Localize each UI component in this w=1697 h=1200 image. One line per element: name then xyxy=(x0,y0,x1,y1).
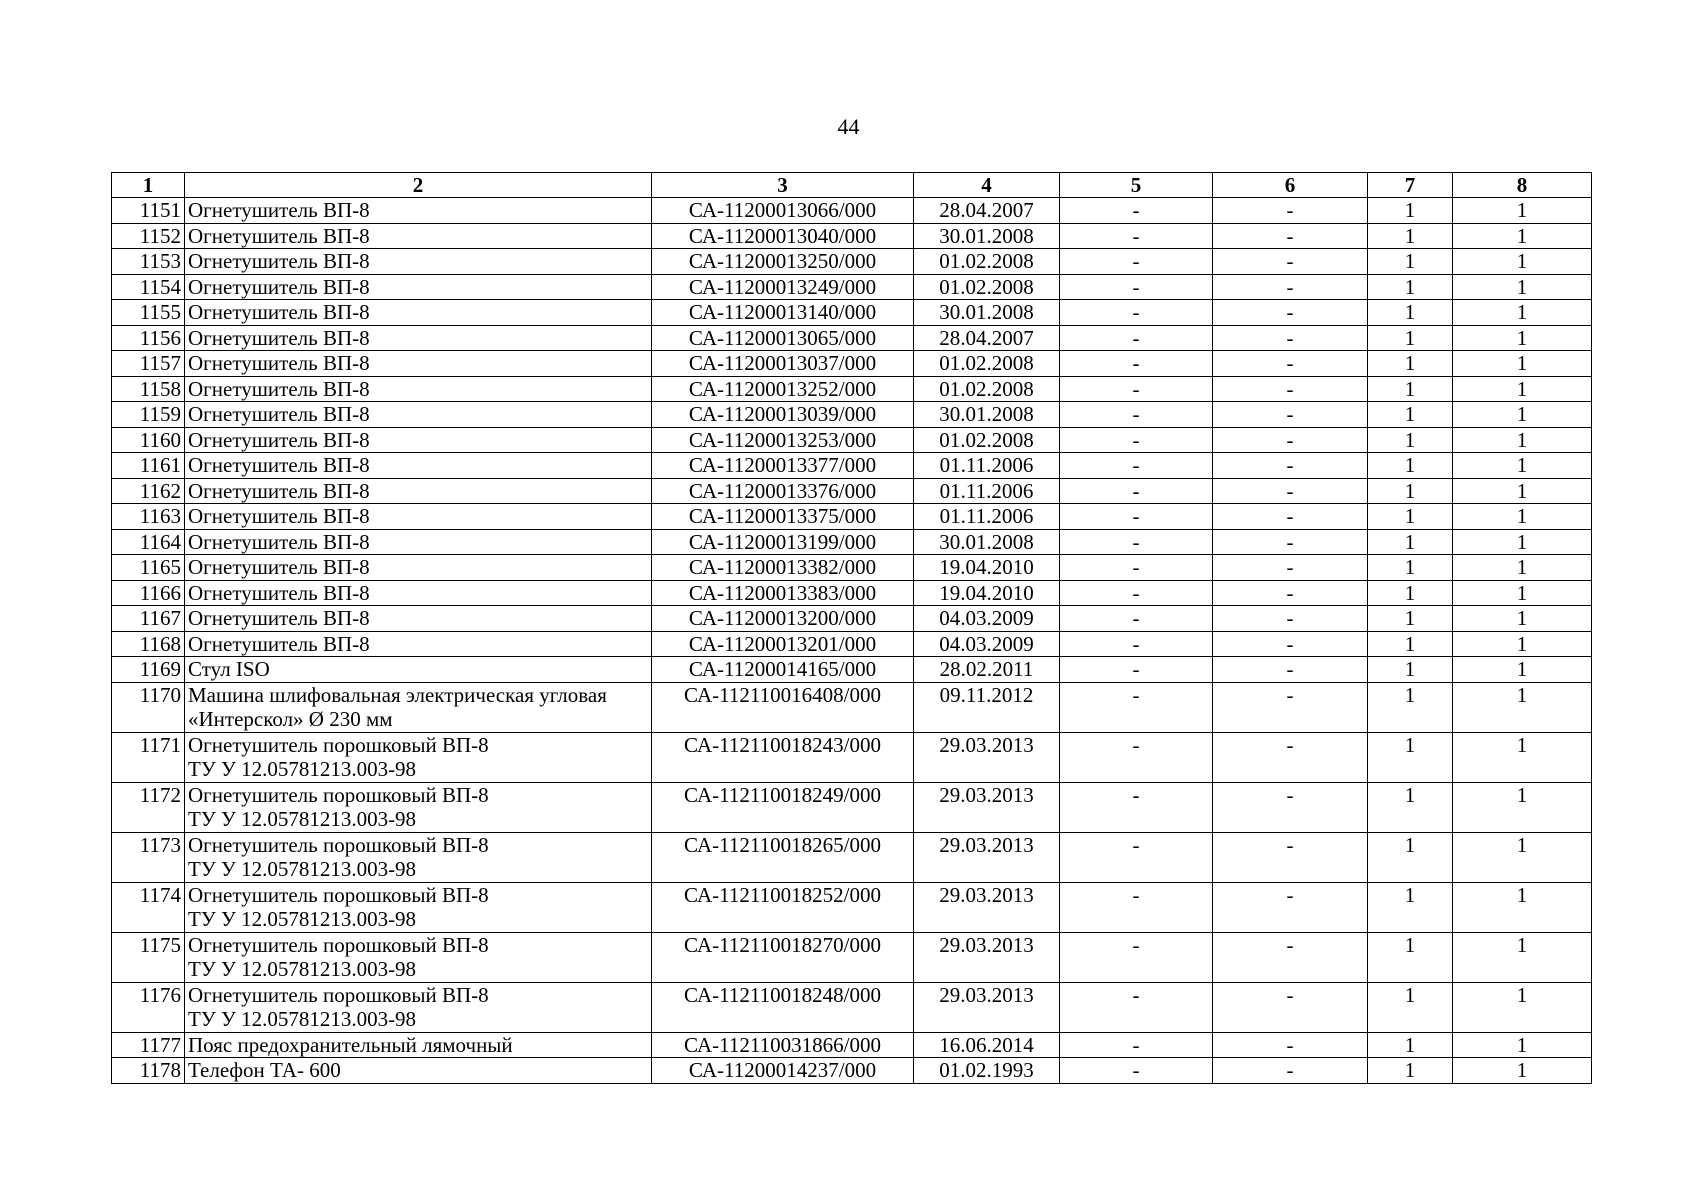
column-8-cell: 1 xyxy=(1453,555,1592,581)
column-5-cell: - xyxy=(1060,427,1213,453)
inventory-code-cell: СА-112110018265/000 xyxy=(652,832,914,882)
table-row xyxy=(112,249,1592,275)
item-name-cell xyxy=(185,1032,652,1058)
table-row xyxy=(112,402,1592,428)
inventory-code-cell: СА-11200013066/000 xyxy=(652,198,914,224)
item-name-cell xyxy=(185,453,652,479)
column-7-cell: 1 xyxy=(1368,376,1453,402)
column-5-cell: - xyxy=(1060,932,1213,982)
column-8-cell: 1 xyxy=(1453,427,1592,453)
column-8-cell: 1 xyxy=(1453,223,1592,249)
item-name-line: Огнетушитель ВП-8 xyxy=(188,325,370,350)
column-8-cell: 1 xyxy=(1453,631,1592,657)
column-6-cell: - xyxy=(1213,555,1368,581)
table-row xyxy=(112,606,1592,632)
date-cell: 04.03.2009 xyxy=(914,606,1060,632)
column-6-cell: - xyxy=(1213,832,1368,882)
item-name-line: Огнетушитель ВП-8 xyxy=(188,376,370,401)
column-7-cell: 1 xyxy=(1368,274,1453,300)
table-row xyxy=(112,504,1592,530)
column-6-cell: - xyxy=(1213,274,1368,300)
table-row xyxy=(112,453,1592,479)
row-number-cell: 1154 xyxy=(112,274,185,300)
column-6-cell: - xyxy=(1213,376,1368,402)
column-5-cell: - xyxy=(1060,1058,1213,1084)
column-8-cell: 1 xyxy=(1453,1058,1592,1084)
column-8-cell: 1 xyxy=(1453,657,1592,683)
column-5-cell: - xyxy=(1060,606,1213,632)
date-cell: 29.03.2013 xyxy=(914,832,1060,882)
item-name-line: Огнетушитель ВП-8 xyxy=(188,478,370,503)
item-name-cell xyxy=(185,504,652,530)
item-name-line: «Интерскол» Ø 230 мм xyxy=(188,707,393,731)
date-cell: 19.04.2010 xyxy=(914,580,1060,606)
column-7-cell: 1 xyxy=(1368,198,1453,224)
item-name-cell xyxy=(185,682,652,732)
item-name-line: Телефон ТА- 600 xyxy=(188,1058,341,1082)
column-7-cell: 1 xyxy=(1368,478,1453,504)
date-cell: 30.01.2008 xyxy=(914,300,1060,326)
item-name-cell xyxy=(185,982,652,1032)
item-name-cell xyxy=(185,732,652,782)
row-number-cell: 1178 xyxy=(112,1058,185,1084)
inventory-code-cell: СА-11200013065/000 xyxy=(652,325,914,351)
column-7-cell: 1 xyxy=(1368,782,1453,832)
inventory-code-cell: СА-11200013199/000 xyxy=(652,529,914,555)
column-5-cell: - xyxy=(1060,982,1213,1032)
row-number-cell: 1169 xyxy=(112,657,185,683)
table-row xyxy=(112,932,1592,982)
row-number-cell: 1151 xyxy=(112,198,185,224)
column-8-cell: 1 xyxy=(1453,300,1592,326)
item-name-cell xyxy=(185,351,652,377)
column-6-cell: - xyxy=(1213,580,1368,606)
column-5-cell: - xyxy=(1060,832,1213,882)
date-cell: 28.02.2011 xyxy=(914,657,1060,683)
item-name-line: Огнетушитель ВП-8 xyxy=(188,631,370,656)
table-row xyxy=(112,351,1592,377)
item-name-line: Огнетушитель ВП-8 xyxy=(188,274,370,299)
table-row xyxy=(112,682,1592,732)
table-row xyxy=(112,325,1592,351)
column-7-cell: 1 xyxy=(1368,402,1453,428)
column-6-cell: - xyxy=(1213,427,1368,453)
table-row xyxy=(112,427,1592,453)
column-header: 8 xyxy=(1453,173,1592,198)
item-name-cell xyxy=(185,274,652,300)
column-8-cell: 1 xyxy=(1453,606,1592,632)
column-6-cell: - xyxy=(1213,478,1368,504)
item-name-line: Пояс предохранительный лямочный xyxy=(188,1032,513,1057)
column-5-cell: - xyxy=(1060,249,1213,275)
inventory-code-cell: СА-112110018252/000 xyxy=(652,882,914,932)
item-name-cell xyxy=(185,300,652,326)
row-number-cell: 1158 xyxy=(112,376,185,402)
item-name-cell xyxy=(185,198,652,224)
column-8-cell: 1 xyxy=(1453,529,1592,555)
date-cell: 01.02.2008 xyxy=(914,427,1060,453)
column-5-cell: - xyxy=(1060,478,1213,504)
column-6-cell: - xyxy=(1213,1058,1368,1084)
column-5-cell: - xyxy=(1060,657,1213,683)
column-7-cell: 1 xyxy=(1368,832,1453,882)
column-6-cell: - xyxy=(1213,1032,1368,1058)
row-number-cell: 1168 xyxy=(112,631,185,657)
item-name-cell xyxy=(185,325,652,351)
item-name-line: Огнетушитель порошковый ВП-8 xyxy=(188,782,489,807)
column-7-cell: 1 xyxy=(1368,932,1453,982)
column-6-cell: - xyxy=(1213,223,1368,249)
item-name-line: Огнетушитель порошковый ВП-8 xyxy=(188,882,489,907)
column-8-cell: 1 xyxy=(1453,682,1592,732)
table-row xyxy=(112,657,1592,683)
date-cell: 30.01.2008 xyxy=(914,223,1060,249)
row-number-cell: 1165 xyxy=(112,555,185,581)
date-cell: 01.02.2008 xyxy=(914,249,1060,275)
table-row xyxy=(112,274,1592,300)
row-number-cell: 1152 xyxy=(112,223,185,249)
column-7-cell: 1 xyxy=(1368,223,1453,249)
item-name-line: Огнетушитель ВП-8 xyxy=(188,555,370,579)
inventory-code-cell: СА-11200013382/000 xyxy=(652,555,914,581)
item-name-cell xyxy=(185,606,652,632)
item-name-line: Огнетушитель порошковый ВП-8 xyxy=(188,732,489,757)
row-number-cell: 1163 xyxy=(112,504,185,530)
column-6-cell: - xyxy=(1213,782,1368,832)
table-row xyxy=(112,376,1592,402)
item-name-line: ТУ У 12.05781213.003-98 xyxy=(188,757,417,781)
column-6-cell: - xyxy=(1213,325,1368,351)
item-name-line: ТУ У 12.05781213.003-98 xyxy=(188,907,417,931)
item-name-line: Огнетушитель ВП-8 xyxy=(188,249,370,273)
date-cell: 01.11.2006 xyxy=(914,504,1060,530)
column-6-cell: - xyxy=(1213,732,1368,782)
inventory-code-cell: СА-11200013253/000 xyxy=(652,427,914,453)
date-cell: 28.04.2007 xyxy=(914,325,1060,351)
item-name-cell xyxy=(185,657,652,683)
item-name-line: Огнетушитель ВП-8 xyxy=(188,427,370,452)
column-7-cell: 1 xyxy=(1368,682,1453,732)
table-row xyxy=(112,555,1592,581)
column-7-cell: 1 xyxy=(1368,529,1453,555)
column-5-cell: - xyxy=(1060,274,1213,300)
inventory-code-cell: СА-11200013249/000 xyxy=(652,274,914,300)
item-name-cell xyxy=(185,932,652,982)
column-5-cell: - xyxy=(1060,402,1213,428)
inventory-code-cell: СА-11200013250/000 xyxy=(652,249,914,275)
row-number-cell: 1177 xyxy=(112,1032,185,1058)
inventory-code-cell: СА-11200013375/000 xyxy=(652,504,914,530)
inventory-code-cell: СА-112110018270/000 xyxy=(652,932,914,982)
column-6-cell: - xyxy=(1213,249,1368,275)
row-number-cell: 1173 xyxy=(112,832,185,882)
date-cell: 01.11.2006 xyxy=(914,453,1060,479)
column-5-cell: - xyxy=(1060,1032,1213,1058)
row-number-cell: 1153 xyxy=(112,249,185,275)
column-header: 3 xyxy=(652,173,914,198)
row-number-cell: 1176 xyxy=(112,982,185,1032)
column-6-cell: - xyxy=(1213,932,1368,982)
table-row xyxy=(112,580,1592,606)
date-cell: 29.03.2013 xyxy=(914,982,1060,1032)
table-row xyxy=(112,832,1592,882)
column-7-cell: 1 xyxy=(1368,732,1453,782)
date-cell: 29.03.2013 xyxy=(914,782,1060,832)
inventory-code-cell: СА-112110018249/000 xyxy=(652,782,914,832)
inventory-code-cell: СА-112110016408/000 xyxy=(652,682,914,732)
column-6-cell: - xyxy=(1213,682,1368,732)
item-name-cell xyxy=(185,631,652,657)
row-number-cell: 1167 xyxy=(112,606,185,632)
column-7-cell: 1 xyxy=(1368,300,1453,326)
row-number-cell: 1156 xyxy=(112,325,185,351)
table-row xyxy=(112,782,1592,832)
column-header: 4 xyxy=(914,173,1060,198)
date-cell: 19.04.2010 xyxy=(914,555,1060,581)
column-7-cell: 1 xyxy=(1368,1058,1453,1084)
column-7-cell: 1 xyxy=(1368,249,1453,275)
item-name-line: ТУ У 12.05781213.003-98 xyxy=(188,857,417,881)
column-7-cell: 1 xyxy=(1368,351,1453,377)
inventory-code-cell: СА-11200013201/000 xyxy=(652,631,914,657)
date-cell: 04.03.2009 xyxy=(914,631,1060,657)
column-5-cell: - xyxy=(1060,504,1213,530)
row-number-cell: 1175 xyxy=(112,932,185,982)
column-6-cell: - xyxy=(1213,453,1368,479)
inventory-code-cell: СА-112110031866/000 xyxy=(652,1032,914,1058)
column-5-cell: - xyxy=(1060,351,1213,377)
column-7-cell: 1 xyxy=(1368,453,1453,479)
item-name-cell xyxy=(185,882,652,932)
column-7-cell: 1 xyxy=(1368,606,1453,632)
date-cell: 01.02.2008 xyxy=(914,351,1060,377)
date-cell: 01.02.1993 xyxy=(914,1058,1060,1084)
date-cell: 01.11.2006 xyxy=(914,478,1060,504)
inventory-code-cell: СА-11200013200/000 xyxy=(652,606,914,632)
inventory-code-cell: СА-112110018243/000 xyxy=(652,732,914,782)
column-8-cell: 1 xyxy=(1453,882,1592,932)
column-5-cell: - xyxy=(1060,782,1213,832)
column-8-cell: 1 xyxy=(1453,478,1592,504)
column-5-cell: - xyxy=(1060,682,1213,732)
inventory-table xyxy=(111,172,1592,1084)
column-6-cell: - xyxy=(1213,504,1368,530)
column-7-cell: 1 xyxy=(1368,631,1453,657)
inventory-code-cell: СА-11200013252/000 xyxy=(652,376,914,402)
item-name-line: Огнетушитель порошковый ВП-8 xyxy=(188,982,489,1007)
column-8-cell: 1 xyxy=(1453,982,1592,1032)
item-name-cell xyxy=(185,223,652,249)
table-row xyxy=(112,300,1592,326)
row-number-cell: 1159 xyxy=(112,402,185,428)
item-name-line: Огнетушитель ВП-8 xyxy=(188,300,370,324)
column-5-cell: - xyxy=(1060,882,1213,932)
column-6-cell: - xyxy=(1213,300,1368,326)
column-7-cell: 1 xyxy=(1368,325,1453,351)
item-name-line: Огнетушитель ВП-8 xyxy=(188,504,370,528)
item-name-line: Огнетушитель ВП-8 xyxy=(188,453,370,477)
date-cell: 16.06.2014 xyxy=(914,1032,1060,1058)
row-number-cell: 1172 xyxy=(112,782,185,832)
item-name-line: Огнетушитель порошковый ВП-8 xyxy=(188,832,489,857)
column-8-cell: 1 xyxy=(1453,504,1592,530)
inventory-code-cell: СА-11200014165/000 xyxy=(652,657,914,683)
date-cell: 01.02.2008 xyxy=(914,376,1060,402)
table-row xyxy=(112,732,1592,782)
inventory-code-cell: СА-11200013040/000 xyxy=(652,223,914,249)
column-6-cell: - xyxy=(1213,351,1368,377)
row-number-cell: 1170 xyxy=(112,682,185,732)
table-row xyxy=(112,223,1592,249)
column-5-cell: - xyxy=(1060,555,1213,581)
item-name-cell xyxy=(185,529,652,555)
page-number: 44 xyxy=(837,114,860,139)
table-row xyxy=(112,1032,1592,1058)
column-8-cell: 1 xyxy=(1453,580,1592,606)
inventory-code-cell: СА-11200014237/000 xyxy=(652,1058,914,1084)
column-header: 6 xyxy=(1213,173,1368,198)
column-8-cell: 1 xyxy=(1453,782,1592,832)
column-6-cell: - xyxy=(1213,606,1368,632)
date-cell: 30.01.2008 xyxy=(914,529,1060,555)
inventory-code-cell: СА-11200013376/000 xyxy=(652,478,914,504)
item-name-cell xyxy=(185,249,652,275)
column-8-cell: 1 xyxy=(1453,325,1592,351)
item-name-cell xyxy=(185,1058,652,1084)
column-8-cell: 1 xyxy=(1453,376,1592,402)
item-name-cell xyxy=(185,555,652,581)
column-8-cell: 1 xyxy=(1453,249,1592,275)
column-8-cell: 1 xyxy=(1453,732,1592,782)
column-7-cell: 1 xyxy=(1368,427,1453,453)
column-6-cell: - xyxy=(1213,631,1368,657)
date-cell: 29.03.2013 xyxy=(914,932,1060,982)
column-5-cell: - xyxy=(1060,529,1213,555)
column-7-cell: 1 xyxy=(1368,657,1453,683)
column-6-cell: - xyxy=(1213,402,1368,428)
item-name-cell xyxy=(185,782,652,832)
column-6-cell: - xyxy=(1213,198,1368,224)
item-name-cell xyxy=(185,580,652,606)
column-8-cell: 1 xyxy=(1453,453,1592,479)
inventory-code-cell: СА-112110018248/000 xyxy=(652,982,914,1032)
item-name-cell xyxy=(185,478,652,504)
item-name-cell xyxy=(185,427,652,453)
column-7-cell: 1 xyxy=(1368,504,1453,530)
inventory-code-cell: СА-11200013383/000 xyxy=(652,580,914,606)
column-8-cell: 1 xyxy=(1453,1032,1592,1058)
row-number-cell: 1174 xyxy=(112,882,185,932)
item-name-line: ТУ У 12.05781213.003-98 xyxy=(188,1007,417,1031)
row-number-cell: 1157 xyxy=(112,351,185,377)
column-7-cell: 1 xyxy=(1368,580,1453,606)
row-number-cell: 1171 xyxy=(112,732,185,782)
date-cell: 29.03.2013 xyxy=(914,732,1060,782)
column-7-cell: 1 xyxy=(1368,982,1453,1032)
column-5-cell: - xyxy=(1060,325,1213,351)
item-name-line: Огнетушитель ВП-8 xyxy=(188,223,370,248)
date-cell: 01.02.2008 xyxy=(914,274,1060,300)
item-name-line: Стул ISO xyxy=(188,657,270,681)
table-row xyxy=(112,982,1592,1032)
item-name-line: Огнетушитель ВП-8 xyxy=(188,529,370,554)
item-name-line: Огнетушитель ВП-8 xyxy=(188,402,370,426)
date-cell: 30.01.2008 xyxy=(914,402,1060,428)
date-cell: 29.03.2013 xyxy=(914,882,1060,932)
item-name-line: Огнетушитель ВП-8 xyxy=(188,351,370,375)
table-row xyxy=(112,882,1592,932)
row-number-cell: 1166 xyxy=(112,580,185,606)
table-row xyxy=(112,631,1592,657)
column-5-cell: - xyxy=(1060,732,1213,782)
table-row xyxy=(112,1058,1592,1084)
row-number-cell: 1161 xyxy=(112,453,185,479)
table-row xyxy=(112,478,1592,504)
row-number-cell: 1160 xyxy=(112,427,185,453)
row-number-cell: 1162 xyxy=(112,478,185,504)
column-7-cell: 1 xyxy=(1368,1032,1453,1058)
column-5-cell: - xyxy=(1060,223,1213,249)
item-name-line: Огнетушитель ВП-8 xyxy=(188,606,370,630)
date-cell: 28.04.2007 xyxy=(914,198,1060,224)
item-name-line: Огнетушитель ВП-8 xyxy=(188,580,370,605)
column-6-cell: - xyxy=(1213,657,1368,683)
item-name-line: ТУ У 12.05781213.003-98 xyxy=(188,807,417,831)
column-6-cell: - xyxy=(1213,882,1368,932)
item-name-cell xyxy=(185,832,652,882)
item-name-line: Огнетушитель порошковый ВП-8 xyxy=(188,932,489,957)
row-number-cell: 1155 xyxy=(112,300,185,326)
item-name-cell xyxy=(185,376,652,402)
column-5-cell: - xyxy=(1060,300,1213,326)
inventory-code-cell: СА-11200013140/000 xyxy=(652,300,914,326)
column-8-cell: 1 xyxy=(1453,198,1592,224)
inventory-code-cell: СА-11200013377/000 xyxy=(652,453,914,479)
column-5-cell: - xyxy=(1060,376,1213,402)
column-8-cell: 1 xyxy=(1453,402,1592,428)
column-header: 5 xyxy=(1060,173,1213,198)
header-row xyxy=(112,173,1592,198)
column-header: 2 xyxy=(185,173,652,198)
inventory-code-cell: СА-11200013037/000 xyxy=(652,351,914,377)
column-6-cell: - xyxy=(1213,529,1368,555)
column-8-cell: 1 xyxy=(1453,932,1592,982)
column-8-cell: 1 xyxy=(1453,832,1592,882)
table-row xyxy=(112,529,1592,555)
column-7-cell: 1 xyxy=(1368,882,1453,932)
item-name-line: ТУ У 12.05781213.003-98 xyxy=(188,957,417,981)
table-row xyxy=(112,198,1592,224)
column-5-cell: - xyxy=(1060,453,1213,479)
column-7-cell: 1 xyxy=(1368,555,1453,581)
item-name-line: Огнетушитель ВП-8 xyxy=(188,198,370,222)
inventory-code-cell: СА-11200013039/000 xyxy=(652,402,914,428)
column-8-cell: 1 xyxy=(1453,274,1592,300)
row-number-cell: 1164 xyxy=(112,529,185,555)
item-name-line: Машина шлифовальная электрическая угловая xyxy=(188,682,607,707)
column-header: 7 xyxy=(1368,173,1453,198)
column-header: 1 xyxy=(112,173,185,198)
column-5-cell: - xyxy=(1060,580,1213,606)
column-6-cell: - xyxy=(1213,982,1368,1032)
item-name-cell xyxy=(185,402,652,428)
date-cell: 09.11.2012 xyxy=(914,682,1060,732)
column-8-cell: 1 xyxy=(1453,351,1592,377)
column-5-cell: - xyxy=(1060,631,1213,657)
column-5-cell: - xyxy=(1060,198,1213,224)
